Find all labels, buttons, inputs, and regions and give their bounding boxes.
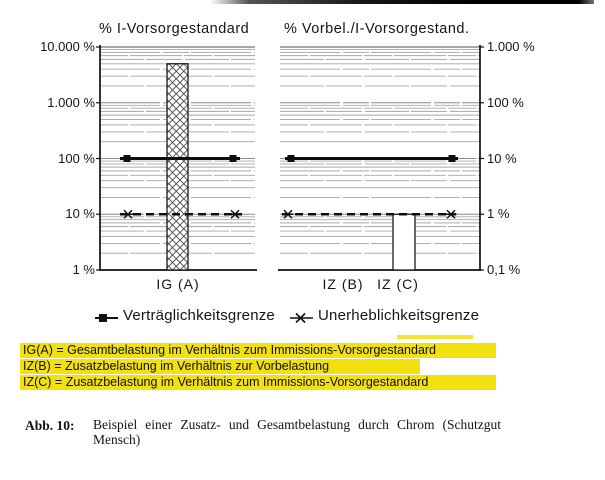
definition-ig-a: IG(A) = Gesamtbelastung im Verhältnis zum Immissions-Vorsorgestandard <box>20 343 496 358</box>
legend-label-vertraeglichkeitsgrenze: Verträglichkeitsgrenze <box>123 307 275 324</box>
y-tick-label: 1 % <box>487 206 510 222</box>
caption-line-2: Mensch) <box>93 431 141 447</box>
asterisk-marker-icon <box>290 312 314 325</box>
y-tick-label: 10 % <box>487 150 517 166</box>
figure-caption-text <box>93 418 501 447</box>
legend-label-unerheblichkeitsgrenze: Unerheblichkeitsgrenze <box>318 307 480 324</box>
bar-ig-a- <box>167 64 188 270</box>
y-tick-label: 1.000 % <box>487 39 535 54</box>
square-marker-icon <box>230 155 237 162</box>
y-tick-label: 1.000 % <box>47 94 95 110</box>
caption-line-1: Beispiel einer Zusatz- und Gesamtbelastung durch Chrom (Schutzgut <box>93 417 501 432</box>
y-tick-label: 1 % <box>72 262 95 277</box>
definition-iz-b: IZ(B) = Zusatzbelastung im Verhältnis zur Vorbelastung <box>20 359 420 374</box>
definition-iz-c: IZ(C) = Zusatzbelastung im Verhältnis zum Immissions-Vorsorgestandard <box>20 375 496 390</box>
highlighter-smudge <box>397 335 473 339</box>
y-tick-label: 100 % <box>487 94 524 110</box>
y-tick-label: 100 % <box>58 150 95 166</box>
square-marker-icon <box>95 312 119 324</box>
right-chart-title: % Vorbel./I-Vorsorgestand. <box>284 21 470 37</box>
y-tick-label: 10.000 % <box>40 39 95 54</box>
y-tick-label: 0,1 % <box>487 262 521 277</box>
y-tick-label: 10 % <box>65 206 95 222</box>
x-category-label: IZ (C) <box>377 276 419 292</box>
bar-iz-c- <box>393 214 415 270</box>
gridlines-layer <box>100 47 480 253</box>
square-marker-icon <box>449 155 456 162</box>
square-marker-icon <box>124 155 131 162</box>
figure-caption-label: Abb. 10: <box>25 418 75 433</box>
x-category-label: IG (A) <box>156 276 200 292</box>
left-chart-title: % I-Vorsorgestandard <box>99 21 250 37</box>
x-category-label: IZ (B) <box>322 276 364 292</box>
square-marker-icon <box>288 155 295 162</box>
